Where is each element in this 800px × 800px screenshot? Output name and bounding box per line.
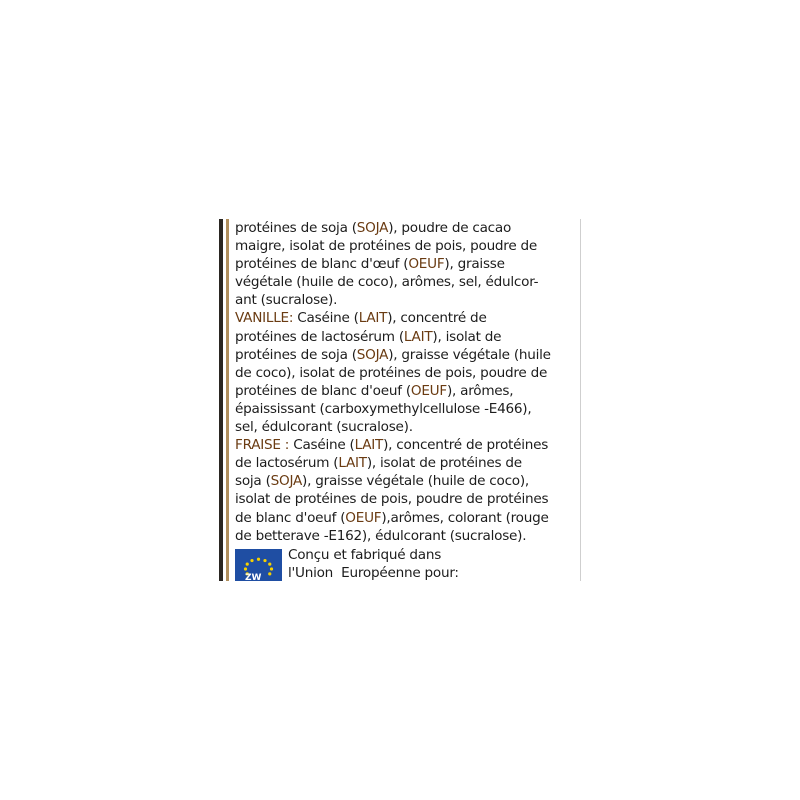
eu-star <box>250 559 253 562</box>
ingredient-text: protéines de lactosérum ( <box>235 328 404 345</box>
eu-star <box>244 567 247 570</box>
ingredient-text: de blanc d'oeuf ( <box>235 509 346 526</box>
allergen-highlight: SOJA <box>356 220 389 236</box>
ingredient-text: Caséine ( <box>289 437 355 454</box>
allergen-highlight: OEUF <box>410 382 447 399</box>
ingredient-text: maigre, isolat de protéines de pois, poudre de <box>235 238 538 255</box>
ingredient-line <box>235 527 580 545</box>
eu-origin-block <box>235 546 580 581</box>
flavor-heading: FRAISE : <box>235 437 290 454</box>
ingredient-text: protéines de blanc d'oeuf ( <box>235 382 411 399</box>
ingredient-text: ), isolat de <box>432 328 502 345</box>
allergen-highlight: LAIT <box>358 310 388 327</box>
ingredient-line <box>235 273 580 291</box>
ingredient-text: épaississant (carboxymethylcellulose -E466), <box>235 400 532 417</box>
allergen-highlight: SOJA <box>270 473 303 490</box>
flavor-heading: VANILLE: <box>235 310 294 327</box>
ingredient-line <box>235 454 580 472</box>
ingredient-line <box>235 436 580 454</box>
ingredient-text: de lactosérum ( <box>235 455 339 472</box>
ingredient-text: soja ( <box>235 473 271 490</box>
ingredients-text <box>235 219 580 545</box>
ingredient-line <box>235 472 580 490</box>
eu-origin-line-1: Conçu et fabriqué dans <box>288 547 442 563</box>
ingredient-text: de coco), isolat de protéines de pois, poudre de <box>235 364 548 381</box>
ingredient-text: ), poudre de cacao <box>388 220 512 236</box>
eu-origin-text <box>288 546 459 581</box>
allergen-highlight: OEUF <box>408 256 445 273</box>
ingredient-text: ), concentré de <box>387 310 487 327</box>
eu-star <box>268 563 271 566</box>
ingredient-line <box>235 328 580 346</box>
ingredient-line <box>235 400 580 418</box>
ingredient-text: protéines de blanc d'œuf ( <box>235 256 409 273</box>
ingredient-text: ),arômes, colorant (rouge <box>381 509 549 526</box>
ingredient-line <box>235 382 580 400</box>
eu-star <box>246 563 249 566</box>
ingredient-line <box>235 418 580 436</box>
ingredient-line <box>235 309 580 327</box>
eu-star <box>268 572 271 575</box>
ingredient-line <box>235 364 580 382</box>
ingredient-text: isolat de protéines de pois, poudre de protéines <box>235 491 549 508</box>
label-edge-stripe-gold <box>226 219 229 581</box>
label-right-rule <box>580 219 581 581</box>
eu-star <box>270 567 273 570</box>
eu-flag-icon <box>235 549 282 581</box>
ingredient-text: ), graisse <box>444 256 505 273</box>
ingredient-text: ), graisse végétale (huile de coco), <box>302 473 529 490</box>
ingredient-line <box>235 490 580 508</box>
svg-text:ZW: ZW <box>245 573 262 583</box>
ingredient-text: Caséine ( <box>293 310 359 327</box>
eu-origin-line-2: l'Union Européenne pour: <box>288 565 459 581</box>
ingredient-line <box>235 509 580 527</box>
ingredient-text: végétale (huile de coco), arômes, sel, édulcor- <box>235 274 539 291</box>
allergen-highlight: LAIT <box>403 328 433 345</box>
eu-star <box>263 559 266 562</box>
ingredient-line <box>235 237 580 255</box>
allergen-highlight: LAIT <box>354 437 384 454</box>
ingredient-text: ant (sucralose). <box>235 292 338 309</box>
label-panel <box>219 219 581 581</box>
eu-star <box>257 558 260 561</box>
ingredient-line <box>235 291 580 309</box>
allergen-highlight: SOJA <box>356 346 389 363</box>
ingredient-line <box>235 346 580 364</box>
ingredient-line <box>235 255 580 273</box>
allergen-highlight: OEUF <box>345 509 382 526</box>
ingredient-line <box>235 219 580 237</box>
ingredient-text: ), concentré de protéines <box>383 437 549 454</box>
allergen-highlight: LAIT <box>338 455 367 472</box>
ingredient-text: ), graisse végétale (huile <box>388 346 551 363</box>
ingredient-text: ), isolat de protéines de <box>366 455 522 472</box>
ingredient-text: sel, édulcorant (sucralose). <box>235 419 413 436</box>
ingredient-text: protéines de soja ( <box>235 220 357 236</box>
ingredient-text: ), arômes, <box>446 382 514 399</box>
ingredient-text: de betterave -E162), édulcorant (sucralose). <box>235 527 527 544</box>
ingredient-text: protéines de soja ( <box>235 346 357 363</box>
